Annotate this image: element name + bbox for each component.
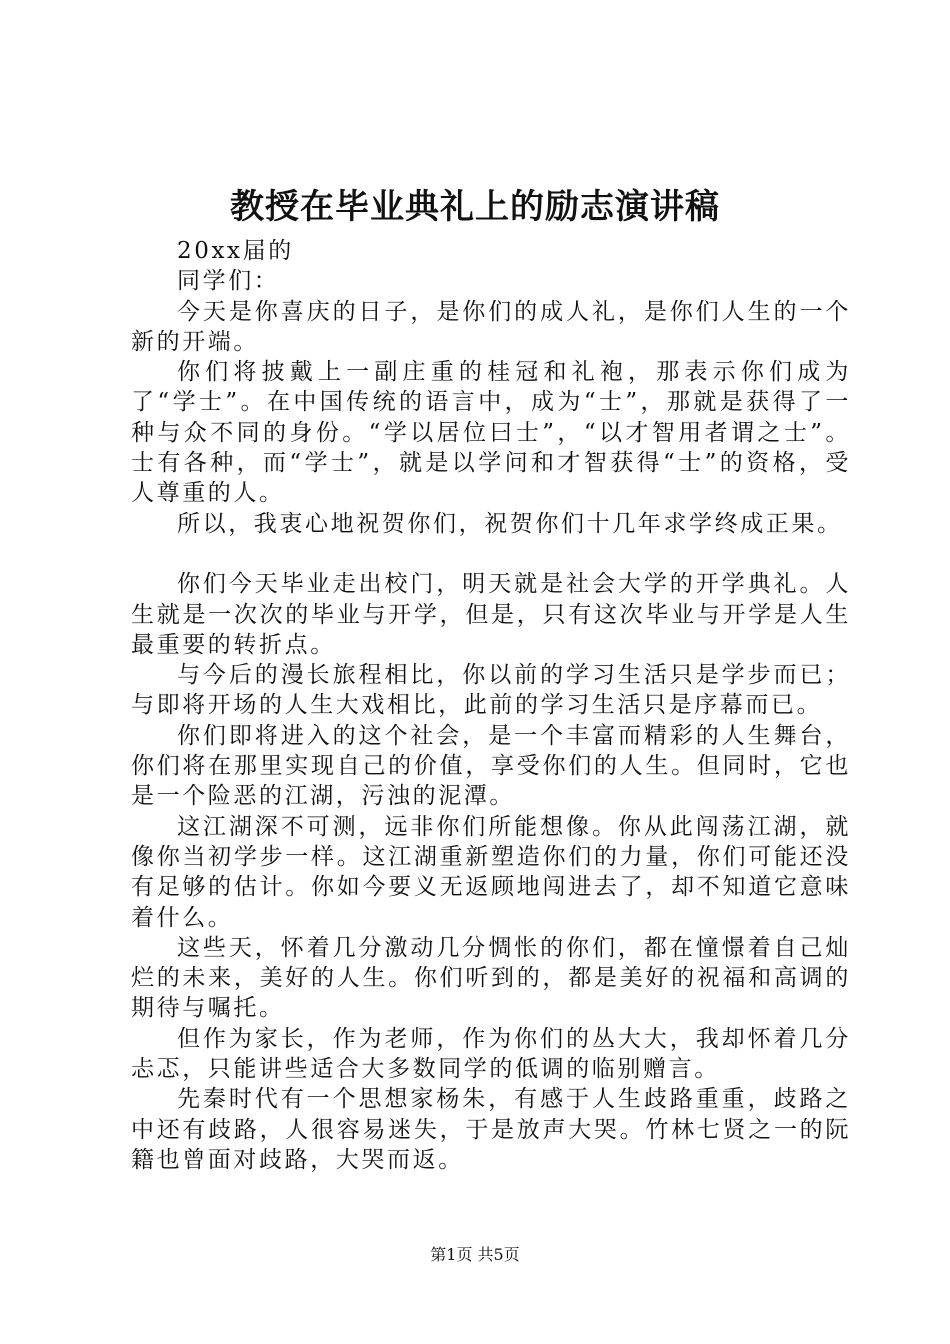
paragraph: 先秦时代有一个思想家杨朱，有感于人生歧路重重，歧路之中还有歧路，人很容易迷失，于是放声大哭。竹林七贤之一的阮籍也曾面对歧路，大哭而返。 bbox=[131, 1086, 851, 1173]
paragraph: 你们即将进入的这个社会，是一个丰富而精彩的人生舞台，你们将在那里实现自己的价值，享受你们的人生。但同时，它也是一个险恶的江湖，污浊的泥潭。 bbox=[131, 722, 851, 810]
document-title: 教授在毕业典礼上的励志演讲稿 bbox=[230, 187, 720, 227]
paragraph: 但作为家长，作为老师，作为你们的丛大大，我却怀着几分忐忑，只能讲些适合大多数同学的低调的临别赠言。 bbox=[131, 1025, 851, 1083]
paragraph: 与今后的漫长旅程相比，你以前的学习生活只是学步而已；与即将开场的人生大戏相比，此前的学习生活只是序幕而已。 bbox=[131, 662, 851, 719]
document-body bbox=[131, 236, 851, 1175]
paragraph: 这些天，怀着几分激动几分惆怅的你们，都在憧憬着自己灿烂的未来，美好的人生。你们听到的，都是美好的祝福和高调的期待与嘱托。 bbox=[131, 934, 851, 1022]
greeting-line-2: 同学们： bbox=[177, 268, 280, 295]
paragraph: 所以，我衷心地祝贺你们，祝贺你们十几年求学终成正果。 bbox=[177, 510, 843, 537]
paragraph: 这江湖深不可测，远非你们所能想像。你从此闯荡江湖，就像你当初学步一样。这江湖重新塑造你们的力量，你们可能还没有足够的估计。你如今要义无返顾地闯进去了，却不知道它意味着什么。 bbox=[131, 813, 851, 931]
paragraph: 今天是你喜庆的日子，是你们的成人礼，是你们人生的一个新的开端。 bbox=[131, 298, 851, 355]
paragraph: 你们将披戴上一副庄重的桂冠和礼袍，那表示你们成为了“学士”。在中国传统的语言中，成为“士”，那就是获得了一种与众不同的身份。“学以居位曰士”，“以才智用者谓之士”。士有各种，而“学士”，就是以学问和才智获得“士”的资格，受人尊重的人。 bbox=[131, 359, 851, 507]
paragraph: 你们今天毕业走出校门，明天就是社会大学的开学典礼。人生就是一次次的毕业与开学，但是，只有这次毕业与开学是人生最重要的转折点。 bbox=[131, 571, 851, 658]
page-indicator: 第1页 共5页 bbox=[430, 1245, 520, 1264]
greeting-line-1: 20xx届的 bbox=[177, 238, 294, 264]
